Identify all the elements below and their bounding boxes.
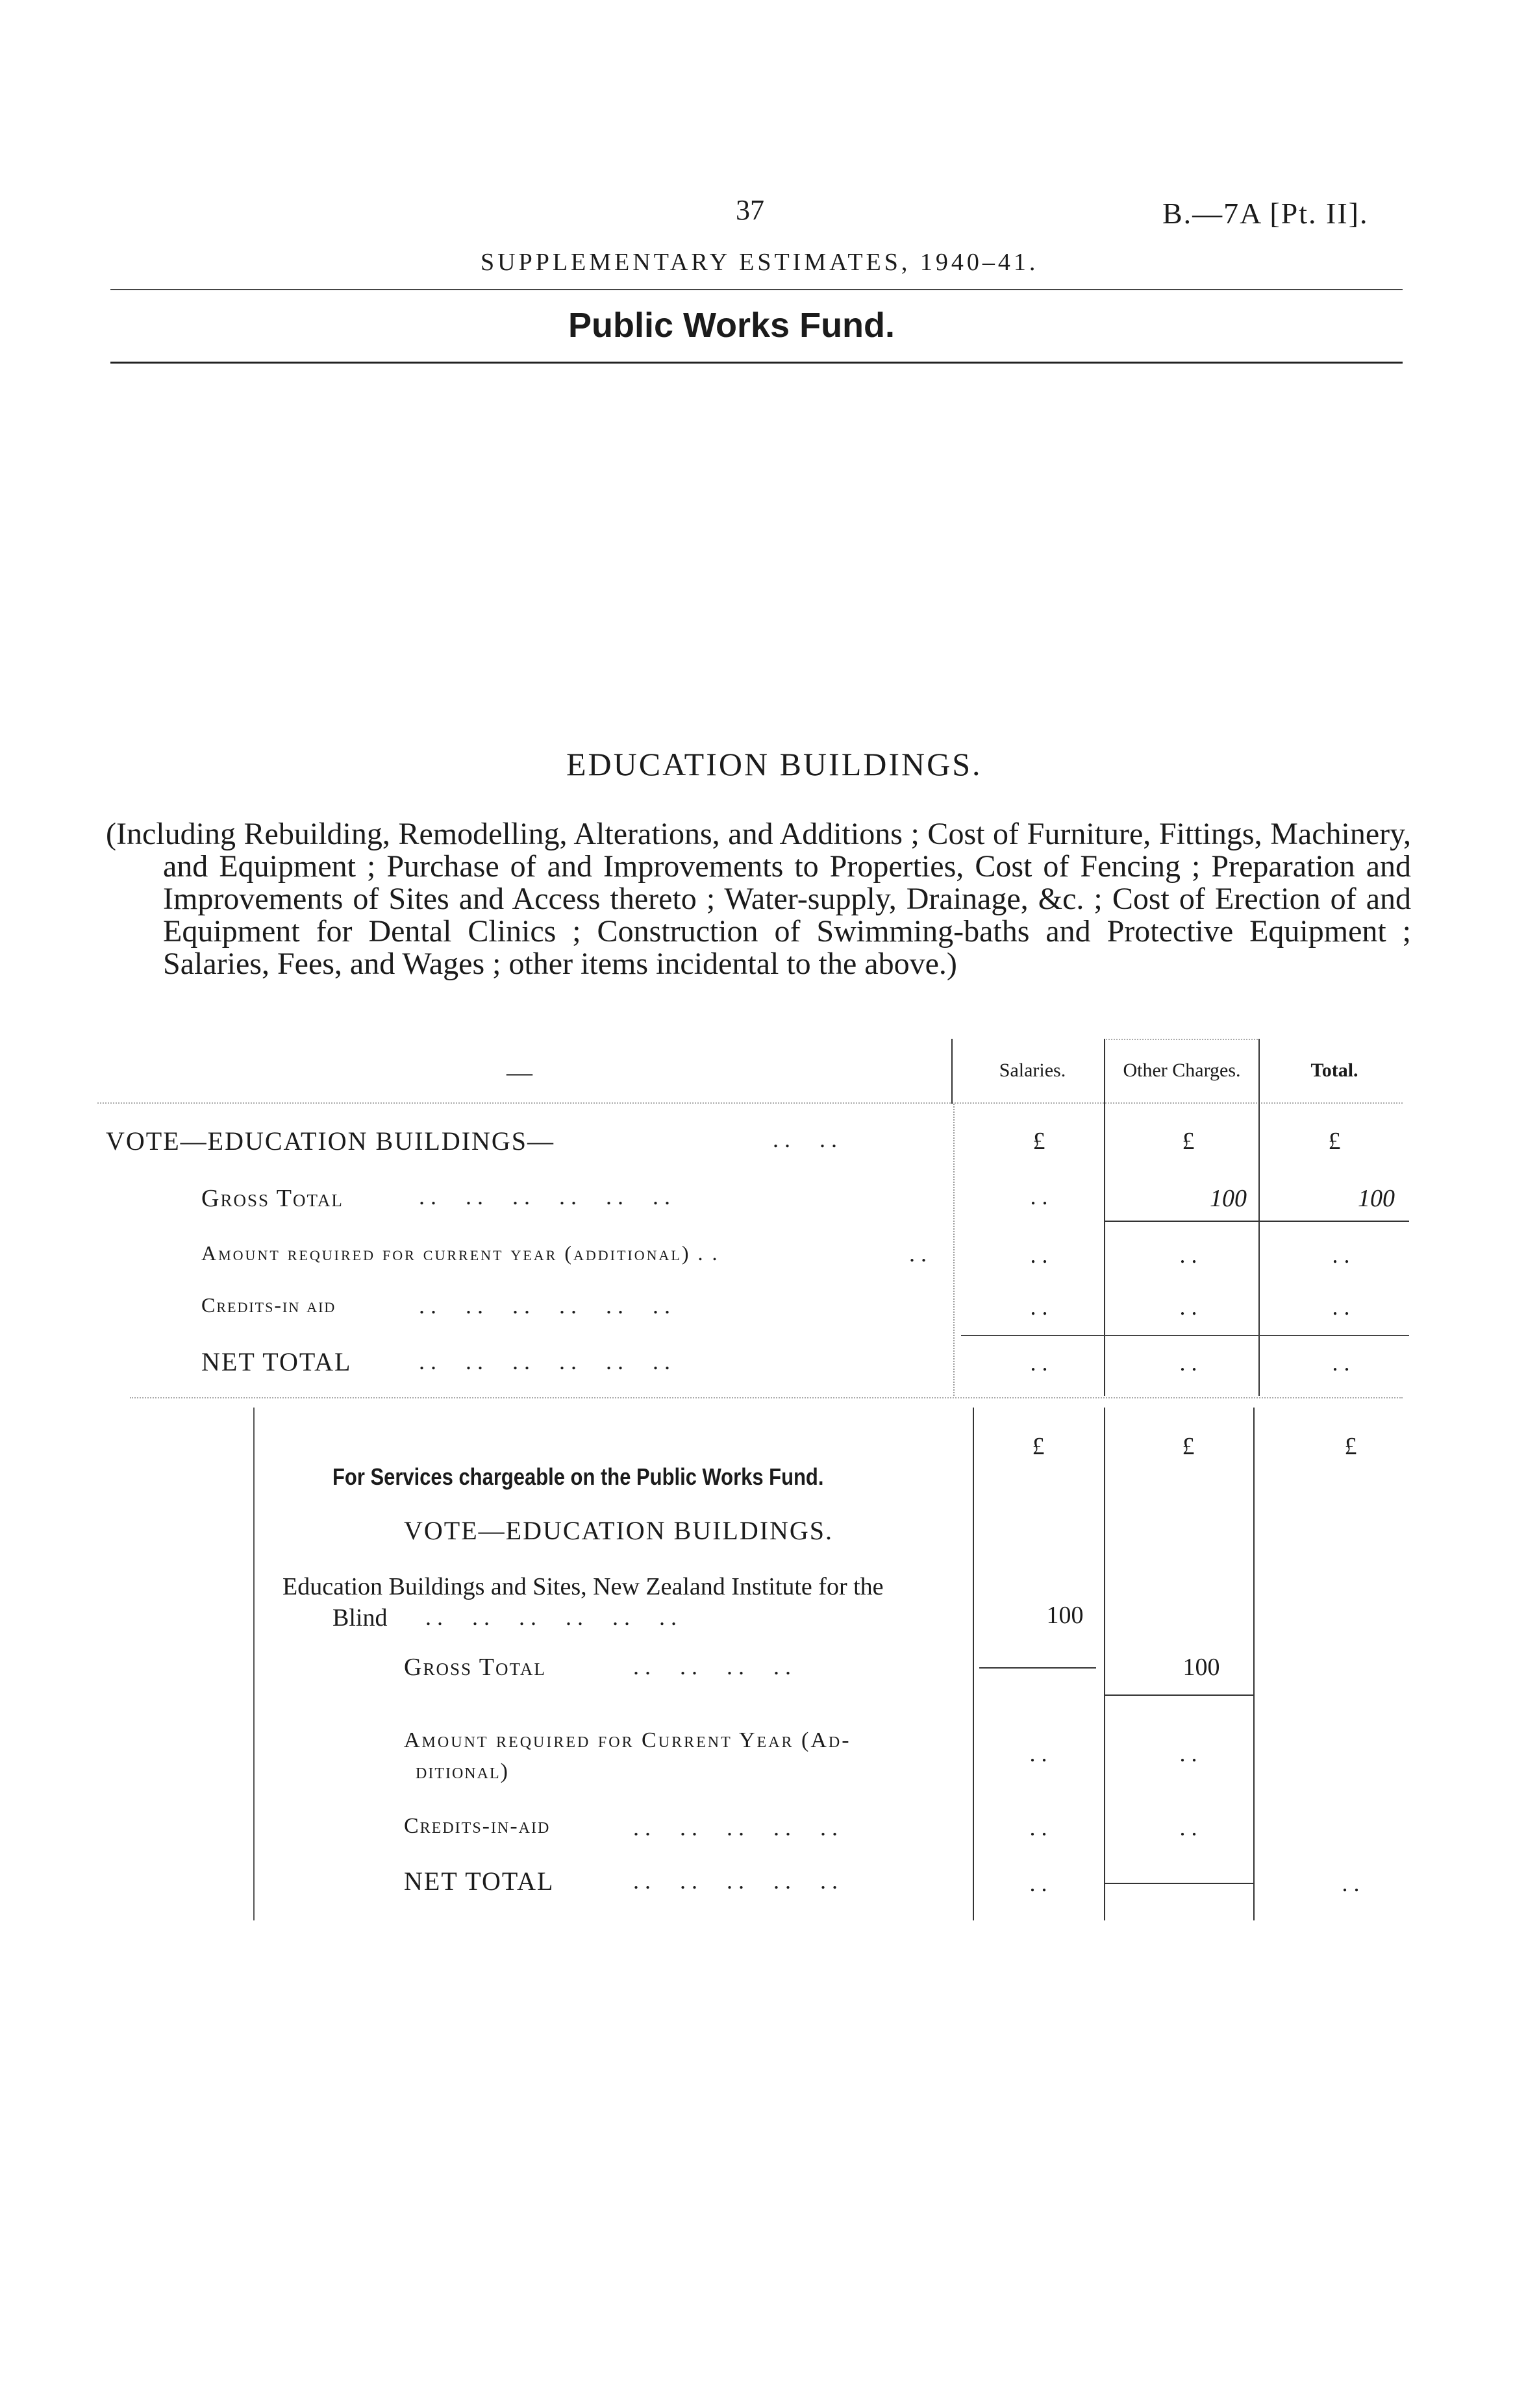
detail-credits-other: . . bbox=[1179, 1815, 1197, 1841]
net-total-other: . . bbox=[1179, 1350, 1197, 1376]
detail-credits-underline bbox=[1104, 1883, 1253, 1884]
section-description: (Including Rebuilding, Remodelling, Alterations, and Additions ; Cost of Furniture, Fittings, Machinery, and Equipment ; Purchase of and Improvements to Properties, Cost of Fencing ; Preparation and Improvements of Sites and Access thereto ; Water-supply, Drainage, &c. ; Cost of Erection of and Equipment for Dental Clinics ; Construction of Swimming-baths and Protective Equipment ; Salaries, Fees, and Wages ; other items incidental to the above.) bbox=[106, 817, 1411, 981]
detail-gross-total-dash bbox=[979, 1667, 1096, 1669]
detail-col-rule-1 bbox=[973, 1408, 974, 1920]
column-header-salaries: Salaries. bbox=[999, 1060, 1066, 1081]
gross-total-leader: . . . . . . . . . . . . bbox=[419, 1184, 670, 1210]
credits-in-aid-total: . . bbox=[1332, 1294, 1350, 1320]
gross-total-salaries: . . bbox=[1030, 1184, 1048, 1210]
gross-total-other: 100 bbox=[1210, 1185, 1247, 1212]
amount-required-other: . . bbox=[1179, 1242, 1197, 1268]
amount-required-leader: . . bbox=[909, 1241, 927, 1267]
item-label-line2: Blind bbox=[332, 1604, 388, 1632]
detail-vote-title: VOTE—EDUCATION BUILDINGS. bbox=[404, 1516, 834, 1545]
fund-title: Public Works Fund. bbox=[568, 306, 895, 345]
detail-net-total-leader: . . . . . . . . . . bbox=[633, 1868, 838, 1894]
detail-credits-salaries: . . bbox=[1029, 1815, 1047, 1841]
detail-heading: For Services chargeable on the Public Works Fund. bbox=[332, 1463, 824, 1490]
credits-in-aid-other: . . bbox=[1179, 1294, 1197, 1320]
detail-left-rule bbox=[253, 1408, 255, 1920]
detail-col-rule-3 bbox=[1253, 1408, 1255, 1920]
amount-required-total: . . bbox=[1332, 1242, 1350, 1268]
detail-gross-total-underline bbox=[1104, 1694, 1253, 1696]
detail-currency-total: £ bbox=[1344, 1433, 1357, 1460]
credits-in-aid-leader: . . . . . . . . . . . . bbox=[419, 1293, 670, 1319]
section-title: EDUCATION BUILDINGS. bbox=[566, 746, 982, 782]
item-label-line1: Education Buildings and Sites, New Zealand Institute for the bbox=[282, 1573, 884, 1600]
net-total-leader: . . . . . . . . . . . . bbox=[419, 1348, 670, 1374]
detail-net-total-label: NET TOTAL bbox=[404, 1867, 555, 1896]
running-title: SUPPLEMENTARY ESTIMATES, 1940–41. bbox=[481, 249, 1039, 276]
currency-total: £ bbox=[1328, 1128, 1341, 1155]
detail-credits-leader: . . . . . . . . . . bbox=[633, 1815, 838, 1841]
item-leader: . . . . . . . . . . . . bbox=[425, 1604, 677, 1630]
stub-header: — bbox=[507, 1058, 532, 1087]
detail-credits-label: Credits-in-aid bbox=[404, 1814, 551, 1838]
gross-total-label: Gross Total bbox=[201, 1185, 344, 1212]
detail-gross-total-value: 100 bbox=[1182, 1654, 1220, 1681]
currency-salaries: £ bbox=[1032, 1128, 1045, 1155]
detail-amount-required-line1: Amount required for Current Year (Ad- bbox=[404, 1728, 851, 1752]
detail-gross-total-leader: . . . . . . . . bbox=[633, 1654, 791, 1680]
column-header-other-charges: Other Charges. bbox=[1123, 1060, 1241, 1081]
detail-net-total-salaries: . . bbox=[1029, 1870, 1047, 1896]
credits-in-aid-salaries: . . bbox=[1030, 1294, 1048, 1320]
detail-amount-required-line2: ditional) bbox=[416, 1759, 509, 1783]
detail-currency-salaries: £ bbox=[1032, 1433, 1045, 1460]
amount-required-label: Amount required for current year (additional) . . bbox=[201, 1241, 719, 1265]
credits-in-aid-label: Credits-in aid bbox=[201, 1293, 336, 1317]
page-number: 37 bbox=[736, 194, 764, 226]
item-amount: 100 bbox=[1046, 1602, 1084, 1629]
detail-net-total-total: . . bbox=[1342, 1870, 1360, 1896]
net-total-label: NET TOTAL bbox=[201, 1347, 352, 1376]
vote-leader: . . . . bbox=[773, 1126, 837, 1152]
net-total-salaries: . . bbox=[1030, 1350, 1048, 1376]
detail-gross-total-label: Gross Total bbox=[404, 1654, 546, 1681]
column-header-total: Total. bbox=[1310, 1060, 1358, 1081]
detail-col-rule-2 bbox=[1104, 1408, 1105, 1920]
amount-required-salaries: . . bbox=[1030, 1242, 1048, 1268]
detail-amount-required-other: . . bbox=[1179, 1741, 1197, 1767]
gross-total-total: 100 bbox=[1358, 1185, 1395, 1212]
currency-other: £ bbox=[1182, 1128, 1195, 1155]
detail-currency-other: £ bbox=[1182, 1433, 1195, 1460]
detail-amount-required-salaries: . . bbox=[1029, 1741, 1047, 1767]
vote-label: VOTE—EDUCATION BUILDINGS— bbox=[106, 1126, 555, 1156]
net-total-total: . . bbox=[1332, 1350, 1350, 1376]
report-reference: B.—7A [Pt. II]. bbox=[1162, 197, 1369, 230]
